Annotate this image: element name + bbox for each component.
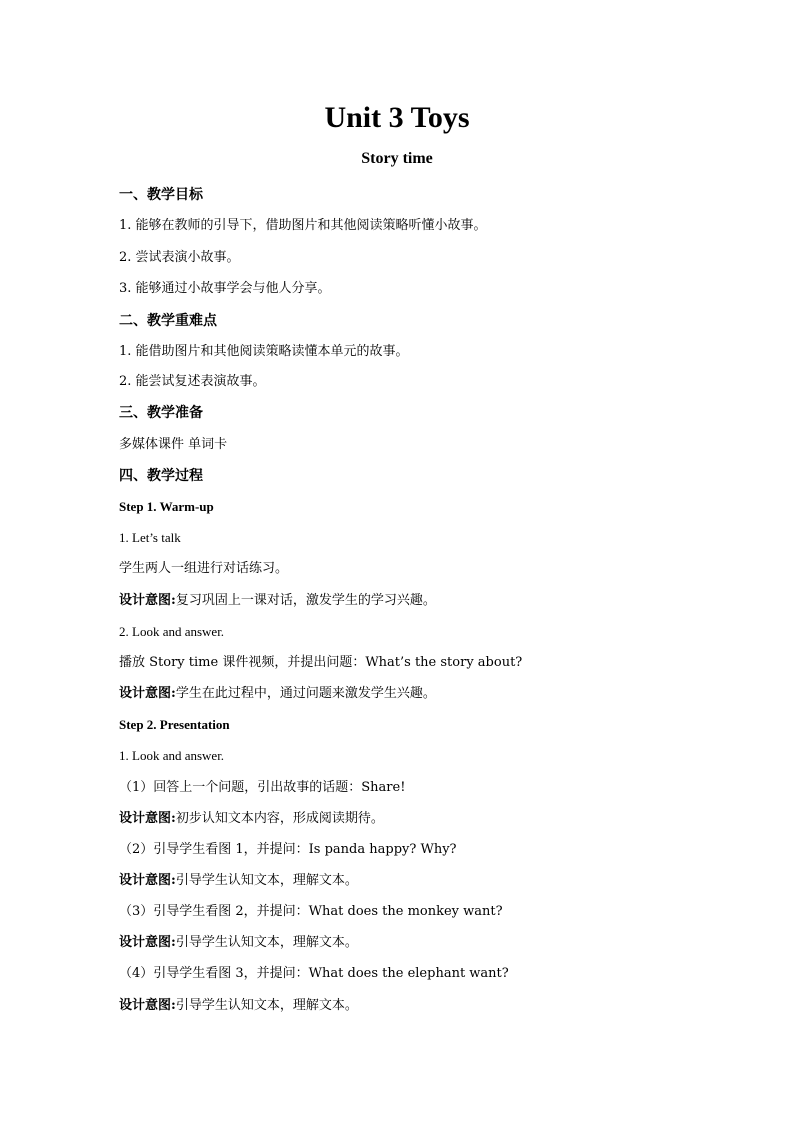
intent-text: 复习巩固上一课对话，激发学生的学习兴趣。 <box>175 593 436 608</box>
intent-label: 设计意图: <box>119 935 176 950</box>
intent-text: 引导学生认知文本，理解文本。 <box>175 998 358 1013</box>
intent-label: 设计意图: <box>119 873 176 888</box>
intent-text: 引导学生认知文本，理解文本。 <box>175 935 358 950</box>
step1-intent2 <box>119 684 719 704</box>
section-heading-objectives: 一、教学目标 <box>119 187 203 203</box>
section-heading-key-points: 二、教学重难点 <box>119 313 217 329</box>
key-point-item-2: 2. 能尝试复述表演故事。 <box>119 374 266 389</box>
key-point-item-1: 1. 能借助图片和其他阅读策略读懂本单元的故事。 <box>119 344 409 359</box>
objective-item-1: 1. 能够在教师的引导下，借助图片和其他阅读策略听懂小故事。 <box>119 218 487 233</box>
step1-item2-text: 播放 Story time 课件视频，并提出问题：What’s the story about? <box>119 655 523 670</box>
step1-title: Step 1. Warm-up <box>119 499 214 514</box>
step1-intent1 <box>119 591 719 611</box>
intent-text: 学生在此过程中，通过问题来激发学生兴趣。 <box>175 686 436 701</box>
step2-intent3 <box>119 933 719 953</box>
step2-intent2 <box>119 871 719 891</box>
intent-text: 初步认知文本内容，形成阅读期待。 <box>175 811 384 826</box>
step2-question-3: （3）引导学生看图 2，并提问：What does the monkey want? <box>119 904 503 919</box>
step2-title: Step 2. Presentation <box>119 717 230 732</box>
step1-item1-text: 学生两人一组进行对话练习。 <box>119 561 289 576</box>
document-subtitle: Story time <box>361 150 433 167</box>
objective-item-3: 3. 能够通过小故事学会与他人分享。 <box>119 281 331 296</box>
step1-item2: 2. Look and answer. <box>119 624 225 639</box>
step1-item1: 1. Let’s talk <box>119 530 181 545</box>
preparation-text: 多媒体课件 单词卡 <box>119 437 228 452</box>
step2-question-1: （1）回答上一个问题，引出故事的话题：Share! <box>119 780 406 795</box>
step2-question-2: （2）引导学生看图 1，并提问：Is panda happy? Why? <box>119 842 457 857</box>
intent-text: 引导学生认知文本，理解文本。 <box>175 873 358 888</box>
step2-question-4: （4）引导学生看图 3，并提问：What does the elephant want? <box>119 966 509 981</box>
intent-label: 设计意图: <box>119 811 176 826</box>
intent-label: 设计意图: <box>119 686 176 701</box>
step2-intent4 <box>119 996 719 1016</box>
step2-item1: 1. Look and answer. <box>119 748 225 763</box>
objective-item-2: 2. 尝试表演小故事。 <box>119 250 240 265</box>
section-heading-process: 四、教学过程 <box>119 468 203 484</box>
intent-label: 设计意图: <box>119 593 176 608</box>
step2-intent1 <box>119 809 719 829</box>
document-title: Unit 3 Toys <box>324 101 470 134</box>
section-heading-preparation: 三、教学准备 <box>119 405 203 421</box>
intent-label: 设计意图: <box>119 998 176 1013</box>
